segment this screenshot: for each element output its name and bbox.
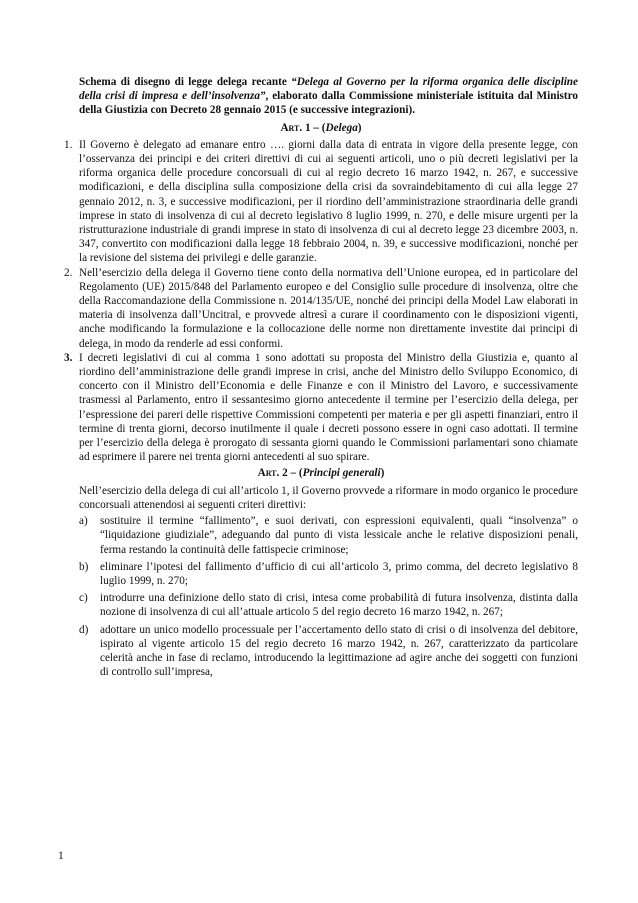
article-1-close: ) (357, 121, 362, 134)
article-2-heading (64, 466, 578, 480)
comma-text: I decreti legislativi di cui al comma 1 sono adottati su proposta del Ministro della Giustizia e, quanto al riordino dell’amministrazione delle grandi imprese in crisi, anche del Ministro dello Sviluppo Economico, di concerto con il Ministro dell’Economia e delle Finanze e con il Ministro del Lavoro, e successivamente trasmessi al Parlamento, entro il sessantesimo giorno antecedente il termine per l’esercizio della delega, per l’espressione dei pareri delle rispettive Commissioni competenti per materia e per gli aspetti finanziari, entro il termine di trenta giorni, decorso inutilmente il quale i decreti possono essere in ogni caso adottati. Il termine per l’esercizio della delega è prorogato di sessanta giorni quando le Commissioni parlamentari sono chiamate ad esprimere il parere nei trenta giorni antecedenti al suo spirare. (79, 351, 578, 464)
comma-text: Nell’esercizio della delega il Governo tiene conto della normativa dell’Unione europea, ed in particolare del Regolamento (UE) 2015/848 del Parlamento europeo e del Consiglio sulle procedure di insolvenza, oltre che della Raccomandazione della Commissione n. 2014/135/UE, nonché dei principi della Model Law elaborati in materia di insolvenza dall’Uncitral, e provvede altresì a curare il coordinamento con le disposizioni vigenti, anche modificando la formulazione e la collocazione delle norme non direttamente investite dai principi di delega, in modo da renderle ad essi conformi. (79, 266, 578, 350)
document-intro (79, 75, 578, 118)
criterion-text: sostituire il termine “fallimento”, e suoi derivati, con espressioni equivalenti, quali “insolvenza” o “liquidazione giudiziale”, adeguando dal punto di vista lessicale anche le relative disposizioni penali, ferma restando la continuità delle fattispecie criminose; (100, 515, 578, 556)
criterion-letter: d) (79, 623, 89, 636)
page-number: 1 (58, 850, 64, 862)
criterion-item-a (79, 514, 578, 557)
intro-text-a: Schema di disegno di legge delega recante (79, 76, 292, 88)
article-1-comma-2 (64, 266, 578, 351)
intro-text-b: , elaborato dalla Commissione ministeriale istituita dal Ministro della Giustizia con Decreto 28 gennaio 2015 (e successive integrazioni). (79, 90, 578, 117)
article-1-paragraphs (64, 138, 578, 465)
document-body (64, 75, 578, 682)
article-1-comma-3 (64, 351, 578, 465)
comma-text: Il Governo è delegato ad emanare entro …. giorni dalla data di entrata in vigore della presente legge, con l’osservanza dei principi e dei criteri direttivi di cui ai seguenti articoli, uno o più decreti legislativi per la riforma organica delle procedure concorsuali di cui al regio decreto 16 marzo 1942, n. 267, e successive modificazioni, e della disciplina sulla composizione della crisi da sovraindebitamento di cui alla legge 27 gennaio 2012, n. 3, e successive modificazioni, per il riordino dell’amministrazione straordinaria delle grandi imprese in stato di insolvenza di cui al decreto legislativo 8 luglio 1999, n. 270, e delle misure urgenti per la ristrutturazione industriale di grandi imprese in stato di insolvenza di cui al decreto legge 23 dicembre 2003, n. 347, convertito con modificazioni dalla legge 18 febbraio 2004, n. 39, e successive modificazioni, nonché per la revisione del sistema dei privilegi e delle garanzie. (79, 138, 578, 265)
intro-law-title: “Delega al Governo per la riforma organica delle discipline della crisi di impresa e dell’insolvenza” (79, 76, 578, 103)
criterion-letter: a) (79, 515, 88, 528)
article-1-heading (64, 121, 578, 135)
article-1-comma-1 (64, 138, 578, 266)
article-2-close: ) (380, 467, 385, 480)
article-2-label: Art. 2 – ( (257, 467, 303, 480)
article-2-intro: Nell’esercizio della delega di cui all’articolo 1, il Governo provvede a riformare in modo organico le procedure concorsuali attenendosi ai seguenti criteri direttivi: (79, 484, 578, 511)
criterion-item-d (79, 623, 578, 680)
article-2-rubric: Principi generali (302, 467, 381, 480)
criterion-text: eliminare l’ipotesi del fallimento d’ufficio di cui all’articolo 3, primo comma, del decreto legislativo 8 luglio 1999, n. 270; (100, 560, 578, 587)
article-1-rubric: Delega (325, 121, 358, 134)
criterion-letter: b) (79, 560, 89, 573)
criterion-item-c (79, 591, 578, 619)
comma-number: 1. (64, 138, 73, 151)
criterion-text: adottare un unico modello processuale per l’accertamento dello stato di crisi o di insolvenza del debitore, ispirato al vigente articolo 15 del regio decreto 16 marzo 1942, n. 267, caratterizzato da particolare celerità anche in fase di reclamo, introducendo la legittimazione ad agire anche dei soggetti con funzioni di controllo sull’impresa, (100, 623, 578, 679)
article-1-label: Art. 1 – ( (280, 121, 326, 134)
article-2-criteria-list (79, 514, 578, 679)
comma-number: 3. (64, 351, 73, 364)
criterion-letter: c) (79, 592, 88, 605)
criterion-item-b (79, 560, 578, 588)
comma-number: 2. (64, 266, 73, 279)
criterion-text: introdurre una definizione dello stato di crisi, intesa come probabilità di futura insolvenza, distinta dalla nozione di insolvenza di cui all’attuale articolo 5 del regio decreto 16 marzo 1942, n. 267; (100, 592, 578, 619)
